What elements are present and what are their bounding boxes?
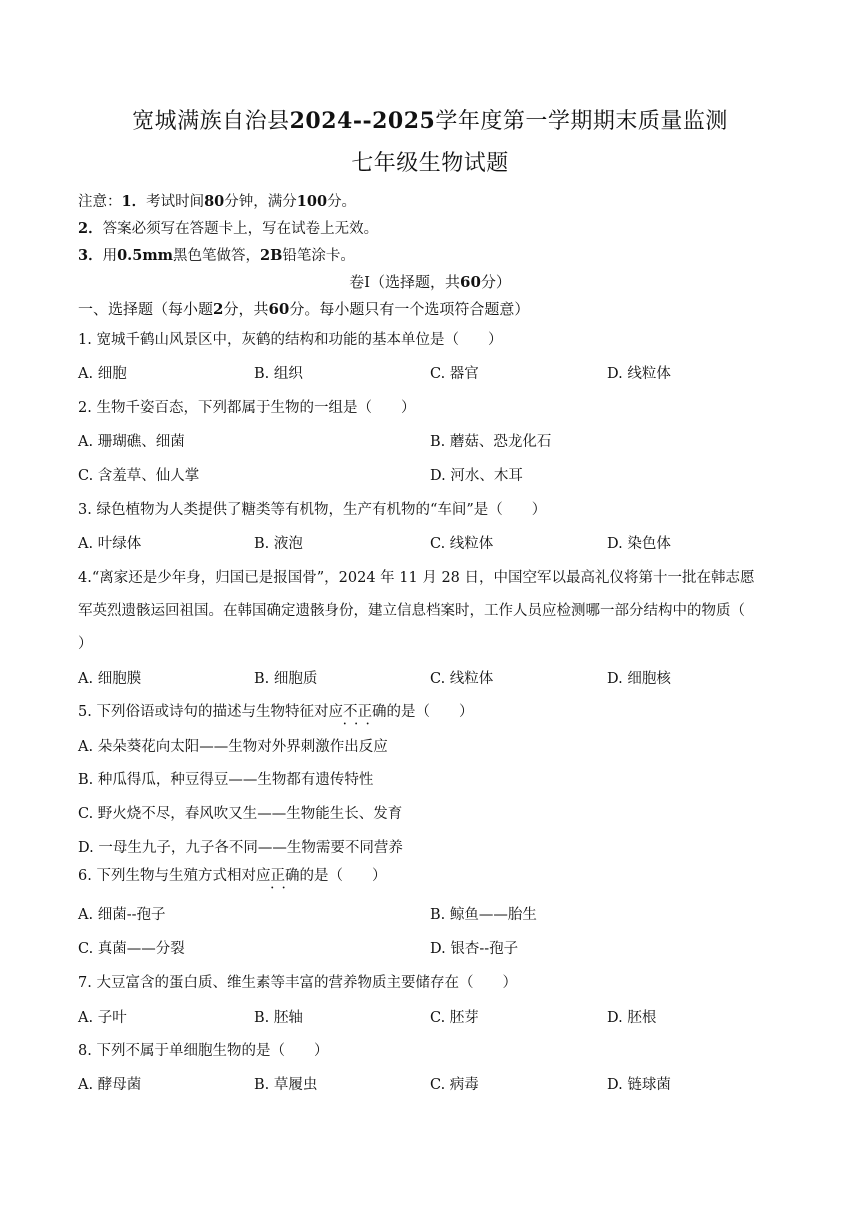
notice-value: 80 (204, 193, 225, 210)
notice-text: 分钟，满分 (224, 194, 297, 210)
notice-value: 2B (260, 247, 283, 264)
notice-line-1 (78, 190, 356, 211)
question-1-option-d[interactable]: D. 线粒体 (607, 366, 671, 382)
question-7-option-a[interactable]: A. 子叶 (78, 1010, 127, 1026)
notice-text: 黑色笔做答， (173, 248, 261, 264)
page-subtitle: 七年级生物试题 (351, 151, 509, 176)
question-2-stem: 2. 生物千姿百态，下列都属于生物的一组是（ ） (78, 400, 416, 416)
question-7-option-d[interactable]: D. 胚根 (607, 1010, 657, 1026)
question-4-stem-line-1: 4.“离家还是少年身，归国已是报国骨”，2024 年 11 月 28 日，中国空军以最高礼仪将第十一批在韩志愿 (78, 570, 755, 586)
question-8-option-d[interactable]: D. 链球菌 (607, 1077, 671, 1093)
question-4-stem-line-3: ） (78, 636, 93, 652)
notice-text: 分。 (327, 194, 357, 210)
section-heading (78, 298, 529, 319)
notice-value: 100 (296, 193, 328, 210)
question-5-option-d[interactable]: D. 一母生九子，九子各不同——生物需要不同营养 (78, 840, 403, 856)
notice-text: 铅笔涂卡。 (282, 248, 355, 264)
stem-text: 的是（ ） (386, 704, 474, 720)
question-6-option-a[interactable]: A. 细菌--孢子 (78, 907, 166, 923)
stem-emphasis: 不正确 • • • (343, 704, 387, 720)
question-6-option-d[interactable]: D. 银杏--孢子 (430, 941, 519, 957)
notice-text: 用 (102, 248, 118, 264)
question-6-option-b[interactable]: B. 鲸鱼——胎生 (430, 907, 537, 923)
section-text: 分。每小题只有一个选项符合题意） (289, 300, 530, 318)
question-5-option-b[interactable]: B. 种瓜得瓜，种豆得豆——生物都有遗传特性 (78, 772, 374, 788)
question-6-stem (78, 864, 386, 885)
question-2-option-a[interactable]: A. 珊瑚礁、细菌 (78, 434, 185, 450)
question-2-option-d[interactable]: D. 河水、木耳 (430, 468, 523, 484)
question-5-stem (78, 700, 473, 721)
question-8-option-a[interactable]: A. 酵母菌 (78, 1077, 142, 1093)
volume-score: 60 (460, 273, 481, 291)
question-8-option-b[interactable]: B. 草履虫 (254, 1077, 318, 1093)
question-7-stem: 7. 大豆富含的蛋白质、维生素等丰富的营养物质主要储存在（ ） (78, 975, 517, 991)
question-4-option-a[interactable]: A. 细胞膜 (78, 671, 142, 687)
page-title (0, 104, 860, 135)
stem-text: 的是（ ） (299, 868, 387, 884)
question-8-option-c[interactable]: C. 病毒 (430, 1077, 479, 1093)
volume-text: 卷Ⅰ（选择题，共 (349, 273, 461, 291)
section-value: 2 (213, 300, 224, 318)
question-1-option-b[interactable]: B. 组织 (254, 366, 303, 382)
question-3-option-c[interactable]: C. 线粒体 (430, 536, 494, 552)
notice-number: 1． (121, 193, 147, 210)
question-6-option-c[interactable]: C. 真菌——分裂 (78, 941, 185, 957)
notice-value: 0.5mm (117, 247, 174, 264)
question-5-option-a[interactable]: A. 朵朵葵花向太阳——生物对外界刺激作出反应 (78, 739, 388, 755)
notice-text: 考试时间 (146, 194, 205, 210)
question-3-option-d[interactable]: D. 染色体 (607, 536, 671, 552)
question-1-option-a[interactable]: A. 细胞 (78, 366, 127, 382)
volume-heading (0, 271, 860, 292)
question-2-option-b[interactable]: B. 蘑菇、恐龙化石 (430, 434, 552, 450)
notice-label: 注意： (78, 194, 122, 210)
volume-text: 分） (480, 273, 511, 291)
title-part2: 学年度第一学期期末质量监测 (435, 109, 728, 134)
notice-number: 2． (78, 220, 103, 237)
question-7-option-c[interactable]: C. 胚芽 (430, 1010, 479, 1026)
section-value: 60 (268, 300, 290, 318)
question-4-option-b[interactable]: B. 细胞质 (254, 671, 318, 687)
question-3-option-b[interactable]: B. 液泡 (254, 536, 303, 552)
notice-text: 答案必须写在答题卡上，写在试卷上无效。 (102, 221, 379, 237)
stem-text: 6. 下列生物与生殖方式相对应 (78, 868, 271, 884)
question-4-stem-line-2: 军英烈遗骸运回祖国。在韩国确定遗骸身份，建立信息档案时，工作人员应检测哪一部分结构中的物质（ (78, 603, 745, 619)
notice-line-2 (78, 217, 378, 238)
stem-text: 5. 下列俗语或诗句的描述与生物特征对应 (78, 704, 343, 720)
section-text: 一、选择题（每小题 (78, 300, 214, 318)
question-4-option-d[interactable]: D. 细胞核 (607, 671, 671, 687)
question-3-stem: 3. 绿色植物为人类提供了糖类等有机物，生产有机物的“车间”是（ ） (78, 502, 547, 518)
question-2-option-c[interactable]: C. 含羞草、仙人掌 (78, 468, 200, 484)
question-4-option-c[interactable]: C. 线粒体 (430, 671, 494, 687)
question-5-option-c[interactable]: C. 野火烧不尽，春风吹又生——生物能生长、发育 (78, 806, 403, 822)
notice-line-3 (78, 244, 355, 265)
question-1-option-c[interactable]: C. 器官 (430, 366, 479, 382)
notice-number: 3． (78, 247, 103, 264)
question-8-stem: 8. 下列不属于单细胞生物的是（ ） (78, 1043, 329, 1059)
question-3-option-a[interactable]: A. 叶绿体 (78, 536, 142, 552)
section-text: 分，共 (223, 300, 269, 318)
title-year: 2024--2025 (289, 108, 436, 134)
stem-emphasis: 正确 • • (270, 868, 299, 884)
title-part1: 宽城满族自治县 (132, 109, 290, 134)
question-1-stem: 1. 宽城千鹤山风景区中，灰鹤的结构和功能的基本单位是（ ） (78, 332, 503, 348)
question-7-option-b[interactable]: B. 胚轴 (254, 1010, 303, 1026)
